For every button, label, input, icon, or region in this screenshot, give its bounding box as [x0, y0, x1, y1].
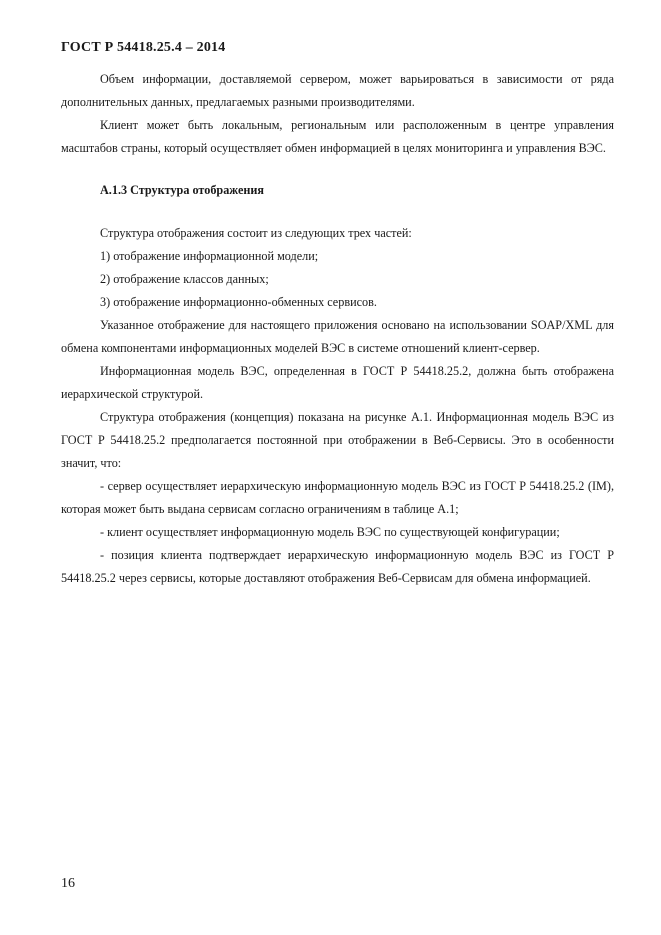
bullet-item: - позиция клиента подтверждает иерархическую информационную модель ВЭС из ГОСТ Р 54418.25.2 через сервисы, которые доставляют отображения Веб-Сервисам для обмена информацией. [61, 548, 614, 585]
paragraph-info-model: Информационная модель ВЭС, определенная в ГОСТ Р 54418.25.2, должна быть отображена иерархической структурой. [61, 364, 614, 401]
paragraph-client-types: Клиент может быть локальным, региональным или расположенным в центре управления масштабов страны, который осуществляет обмен информацией в целях мониторинга и управления ВЭС. [61, 118, 614, 155]
paragraph-soap-xml: Указанное отображение для настоящего приложения основано на использовании SOAP/XML для обмена компонентами информационных моделей ВЭС в системе отношений клиент-сервер. [61, 318, 614, 355]
bullet-item: - сервер осуществляет иерархическую информационную модель ВЭС из ГОСТ Р 54418.25.2 (IM), которая может быть выдана сервисам согласно ограничениям в таблице А.1; [61, 479, 614, 516]
list-item: 1) отображение информационной модели; [100, 249, 319, 263]
paragraph-structure-concept: Структура отображения (концепция) показана на рисунке А.1. Информационная модель ВЭС из ГОСТ Р 54418.25.2 предполагается постоянной при отображении в Веб-Сервисы. Это в особенности значит, что: [61, 410, 614, 470]
paragraph-server-volume: Объем информации, доставляемой сервером, может варьироваться в зависимости от ряда дополнительных данных, предлагаемых разными производителями. [61, 72, 614, 109]
document-body [61, 68, 614, 590]
page-number: 16 [61, 876, 75, 891]
paragraph-structure-intro: Структура отображения состоит из следующих трех частей: [100, 226, 412, 240]
bullet-item: - клиент осуществляет информационную модель ВЭС по существующей конфигурации; [100, 525, 560, 539]
section-heading: А.1.3 Структура отображения [100, 183, 265, 197]
list-item: 3) отображение информационно-обменных сервисов. [100, 295, 377, 309]
list-item: 2) отображение классов данных; [100, 272, 269, 286]
document-header-title: ГОСТ Р 54418.25.4 – 2014 [61, 40, 226, 55]
